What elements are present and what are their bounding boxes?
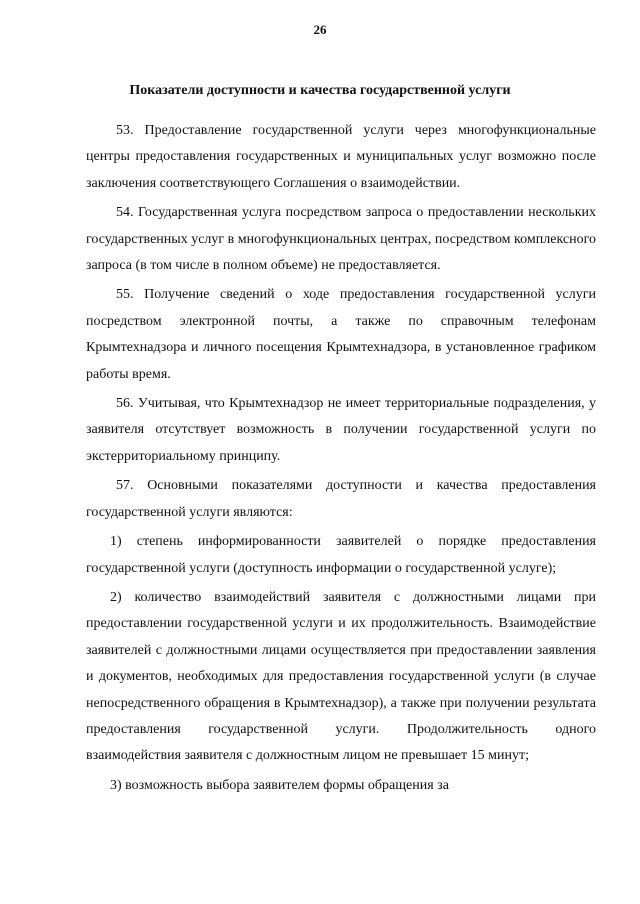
- list-item-3: 3) возможность выбора заявителем формы обращения за: [110, 777, 449, 793]
- paragraph-57: 57. Основными показателями доступности и качества предоставления государственной услуги являются:: [86, 478, 596, 520]
- paragraph-56: 56. Учитывая, что Крымтехнадзор не имеет территориальные подразделения, у заявителя отсутствует возможность в получении государственной услуги по экстерриториальному принципу.: [86, 396, 596, 464]
- section-title: Показатели доступности и качества государственной услуги: [129, 83, 511, 98]
- paragraph-55: 55. Получение сведений о ходе предоставления государственной услуги посредством электронной почты, а также по справочным телефонам Крымтехнадзора и личного посещения Крымтехнадзора, в установленное графиком работы время.: [86, 287, 596, 382]
- list-item-2: 2) количество взаимодействий заявителя с должностными лицами при предоставлении государственной услуги и их продолжительность. Взаимодействие заявителей с должностными лицами осуществляется при предоставлении заявления и документов, необходимых для предоставления государственной услуги (в случае непосредственного обращения в Крымтехнадзор), а также при получении результата предоставления государственной услуги. Продолжительность одного взаимодействия заявителя с должностным лицом не превышает 15 минут;: [86, 589, 596, 764]
- list-item-1: 1) степень информированности заявителей о порядке предоставления государственной услуги (доступность информации о государственной услуге);: [86, 534, 596, 576]
- paragraph-54: 54. Государственная услуга посредством запроса о предоставлении нескольких государственных услуг в многофункциональных центрах, посредством комплексного запроса (в том числе в полном объеме) не предоставляется.: [86, 205, 596, 274]
- document-body: [86, 118, 596, 799]
- page-number: 26: [313, 22, 327, 37]
- paragraph-53: 53. Предоставление государственной услуги через многофункциональные центры предоставления государственных и муниципальных услуг возможно после заключения соответствующего Соглашения о взаимодействии.: [86, 123, 596, 191]
